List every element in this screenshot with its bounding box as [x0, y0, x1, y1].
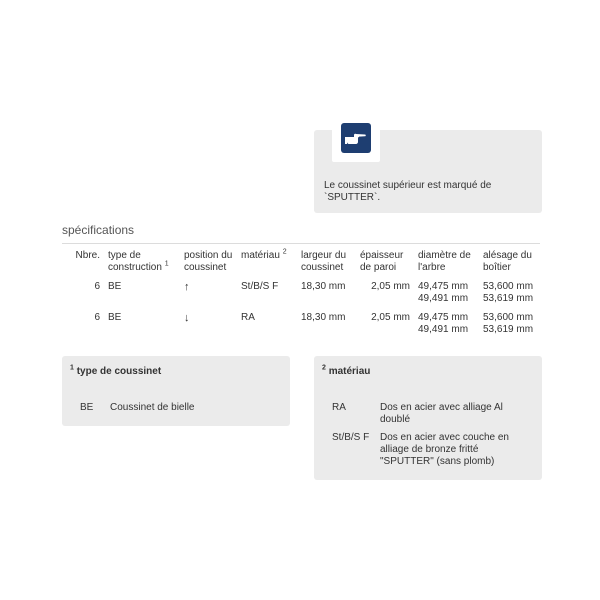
header-type-label: type de construction: [108, 250, 162, 273]
cell-largeur: 18,30 mm: [301, 281, 346, 292]
cell-largeur: 18,30 mm: [301, 312, 346, 323]
cell-diametre-min: 49,475 mm: [418, 312, 469, 323]
cell-nbre: 6: [94, 312, 100, 323]
footnote-materiau-desc-stbsf: Dos en acier avec couche en alliage de bronze fritté "SPUTTER" (sans plomb): [380, 432, 509, 467]
footnote-materiau-card: [314, 356, 542, 480]
cell-alesage: [479, 278, 540, 309]
cell-alesage-min: 53,600 mm: [483, 312, 534, 323]
table-row: [62, 278, 540, 309]
footnote-type-desc: Coussinet de bielle: [110, 402, 195, 413]
footnote-type-card: [62, 356, 290, 426]
pointing-hand-icon: [341, 123, 371, 153]
note-text: Le coussinet supérieur est marqué de `SPUTTER`.: [324, 180, 492, 203]
header-type-footnote-mark: 1: [164, 260, 169, 268]
header-diametre: diamètre de l'arbre: [418, 250, 471, 273]
header-largeur: largeur du coussinet: [301, 250, 347, 273]
cell-diametre-max: 49,491 mm: [418, 293, 469, 304]
header-epaisseur: épaisseur de paroi: [360, 250, 404, 273]
header-materiau-footnote-mark: 2: [282, 248, 287, 256]
spec-divider: [62, 243, 540, 244]
spec-header-row: [62, 248, 540, 278]
footnote-materiau-code-ra: RA: [332, 402, 346, 413]
cell-type: BE: [108, 281, 122, 292]
footnote-materiau-desc-ra: Dos en acier avec alliage Al doublé: [380, 402, 503, 425]
footnote-materiau-mark: 2: [322, 364, 326, 372]
cell-nbre: 6: [94, 281, 100, 292]
cell-epaisseur: 2,05 mm: [371, 281, 410, 292]
header-nbre: Nbre.: [75, 250, 100, 261]
header-type: [104, 248, 180, 278]
footnote-materiau-title: [322, 366, 370, 377]
note-box: [314, 130, 542, 213]
cell-diametre: [414, 278, 479, 309]
footnote-type-mark: 1: [70, 364, 74, 372]
arrow-down-icon: ↓: [184, 312, 190, 324]
arrow-up-icon: ↑: [184, 281, 190, 293]
cell-alesage-max: 53,619 mm: [483, 293, 534, 304]
header-materiau-label: matériau: [241, 250, 280, 261]
footnote-type-code: BE: [80, 402, 94, 413]
footnote-type-title: [70, 366, 161, 377]
table-row: [62, 309, 540, 340]
header-alesage: alésage du boîtier: [483, 250, 532, 273]
cell-alesage: [479, 309, 540, 340]
footnote-type-title-text: type de coussinet: [76, 366, 162, 377]
footnote-materiau-code-stbsf: St/B/S F: [332, 432, 370, 443]
cell-type: BE: [108, 312, 122, 323]
header-position: position du coussinet: [184, 250, 233, 273]
cell-position: [180, 278, 237, 309]
note-icon-frame: [332, 114, 380, 162]
cell-alesage-max: 53,619 mm: [483, 324, 534, 335]
cell-position: [180, 309, 237, 340]
cell-diametre-min: 49,475 mm: [418, 281, 469, 292]
spec-table: [62, 248, 540, 340]
cell-epaisseur: 2,05 mm: [371, 312, 410, 323]
cell-materiau: RA: [241, 312, 255, 323]
pointing-hand-icon-svg: [345, 130, 367, 146]
cell-materiau: St/B/S F: [241, 281, 279, 292]
footnote-materiau-title-text: matériau: [328, 366, 371, 377]
header-materiau: [237, 248, 297, 278]
spec-title: spécifications: [62, 223, 135, 237]
cell-alesage-min: 53,600 mm: [483, 281, 534, 292]
cell-diametre-max: 49,491 mm: [418, 324, 469, 335]
cell-diametre: [414, 309, 479, 340]
